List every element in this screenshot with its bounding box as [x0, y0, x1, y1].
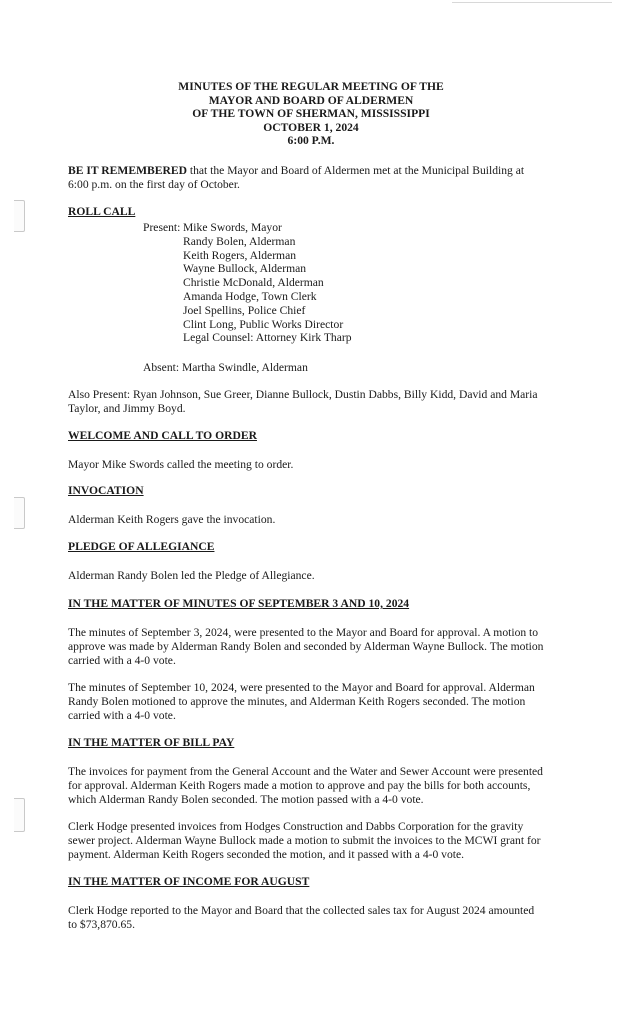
text-line: The minutes of September 10, 2024, were presented to the Mayor and Board for approval. Alderman — [68, 681, 535, 694]
welcome-heading: WELCOME AND CALL TO ORDER — [68, 429, 257, 442]
text-line: Randy Bolen motioned to approve the minutes, and Alderman Keith Rogers seconded. The motion — [68, 694, 526, 708]
attendee: Joel Spellins, Police Chief — [183, 303, 306, 317]
also-present-paragraph — [68, 388, 558, 416]
also-present-line: Taylor, and Jimmy Boyd. — [68, 401, 186, 415]
attendee: Amanda Hodge, Town Clerk — [183, 289, 317, 303]
bill-pay-paragraph-2 — [68, 820, 558, 861]
title-date: OCTOBER 1, 2024 — [263, 120, 359, 134]
income-heading: IN THE MATTER OF INCOME FOR AUGUST — [68, 875, 310, 888]
pledge-heading: PLEDGE OF ALLEGIANCE — [68, 540, 215, 553]
title-line: MINUTES OF THE REGULAR MEETING OF THE — [178, 80, 444, 93]
text-line: The invoices for payment from the General Account and the Water and Sewer Account were presented — [68, 765, 543, 778]
text-line: carried with a 4-0 vote. — [68, 653, 176, 667]
text-line: Clerk Hodge presented invoices from Hodges Construction and Dabbs Corporation for the gravity — [68, 820, 524, 833]
attendee: Clint Long, Public Works Director — [183, 317, 344, 331]
scan-edge-line — [452, 2, 612, 3]
invocation-heading: INVOCATION — [68, 484, 144, 497]
income-paragraph — [68, 904, 558, 932]
text-line: for approval. Alderman Keith Rogers made a motion to approve and pay the bills for both accounts, — [68, 778, 531, 792]
attendee: Mike Swords, Mayor — [183, 221, 282, 234]
text-line: The minutes of September 3, 2024, were presented to the Mayor and Board for approval. A motion to — [68, 626, 539, 639]
hole-punch-mark — [14, 497, 25, 529]
minutes-heading: IN THE MATTER OF MINUTES OF SEPTEMBER 3 AND 10, 2024 — [68, 597, 410, 610]
also-present-line: Also Present: Ryan Johnson, Sue Greer, Dianne Bullock, Dustin Dabbs, Billy Kidd, David and Maria — [68, 388, 538, 401]
title-line: MAYOR AND BOARD OF ALDERMEN — [208, 93, 414, 107]
hole-punch-mark — [14, 200, 25, 232]
bill-pay-paragraph-1 — [68, 765, 558, 806]
text-line: Clerk Hodge reported to the Mayor and Board that the collected sales tax for August 2024 amounted — [68, 904, 535, 917]
text-line: which Alderman Randy Bolen seconded. The motion passed with a 4-0 vote. — [68, 792, 424, 806]
title-time: 6:00 P.M. — [287, 134, 335, 148]
absent-line: Absent: Martha Swindle, Alderman — [143, 361, 308, 374]
roll-call-heading: ROLL CALL — [68, 205, 136, 218]
attendee: Christie McDonald, Alderman — [183, 276, 324, 290]
attendee: Keith Rogers, Alderman — [183, 248, 297, 262]
intro-line: that the Mayor and Board of Aldermen met at the Municipal Building at — [186, 164, 525, 177]
invocation-text: Alderman Keith Rogers gave the invocation. — [68, 513, 276, 526]
text-line: approve was made by Alderman Randy Bolen and seconded by Alderman Wayne Bullock. The motion — [68, 639, 544, 653]
minutes-paragraph-2 — [68, 681, 558, 722]
text-line: to $73,870.65. — [68, 917, 135, 931]
text-line: sewer project. Alderman Wayne Bullock made a motion to submit the invoices to the MCWI grant for — [68, 833, 541, 847]
text-line: carried with a 4-0 vote. — [68, 708, 176, 722]
intro-lead: BE IT REMEMBERED — [68, 164, 187, 177]
welcome-text: Mayor Mike Swords called the meeting to order. — [68, 458, 294, 471]
title-line: OF THE TOWN OF SHERMAN, MISSISSIPPI — [192, 107, 430, 121]
intro-paragraph — [68, 164, 558, 192]
hole-punch-mark — [14, 798, 25, 832]
minutes-paragraph-1 — [68, 626, 558, 667]
attendee: Legal Counsel: Attorney Kirk Tharp — [183, 331, 352, 345]
present-label: Present: — [143, 221, 181, 234]
present-list — [183, 221, 352, 345]
pledge-text: Alderman Randy Bolen led the Pledge of Allegiance. — [68, 569, 315, 582]
attendee: Randy Bolen, Alderman — [183, 234, 296, 248]
attendee: Wayne Bullock, Alderman — [183, 262, 307, 276]
document-title — [0, 80, 622, 148]
text-line: payment. Alderman Keith Rogers seconded the motion, and it passed with a 4-0 vote. — [68, 847, 465, 861]
intro-line: 6:00 p.m. on the first day of October. — [68, 177, 240, 191]
bill-pay-heading: IN THE MATTER OF BILL PAY — [68, 736, 235, 749]
